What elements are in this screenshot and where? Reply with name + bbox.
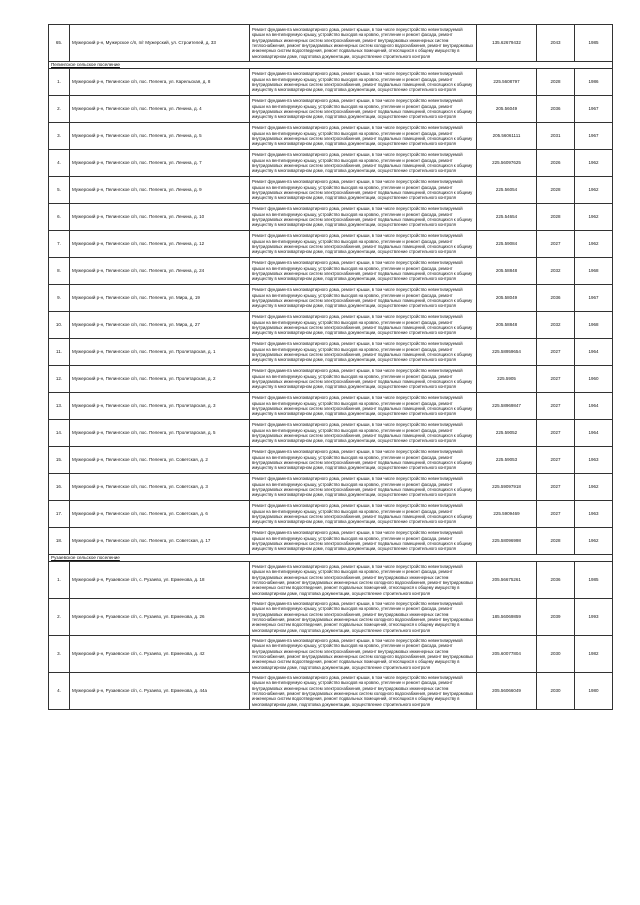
- cost-value-cell: 185.56069859: [477, 599, 537, 636]
- repair-year-cell: 2032: [537, 258, 575, 285]
- build-year-cell: 1964: [575, 393, 613, 420]
- build-year-cell: 1964: [575, 339, 613, 366]
- address-cell: Мужерский р-н, Пелингское с/п, пос. Пеленга, ул. Мира, д. 27: [70, 312, 250, 339]
- build-year-cell: 1962: [575, 231, 613, 258]
- cost-value-cell: 135.62679432: [477, 25, 537, 62]
- table-row: [49, 339, 613, 366]
- build-year-cell: 1986: [575, 69, 613, 96]
- repair-year-cell: 2028: [537, 177, 575, 204]
- row-number: 11.: [49, 339, 70, 366]
- row-number: 5.: [49, 177, 70, 204]
- build-year-cell: 1980: [575, 673, 613, 710]
- works-description-cell: Ремонт фундамента многоквартирного дома, ремонт крыши, в том числе переустройство невентилируемой крыши на вентилируемую крышу, устройство выходов на кровлю, утепление и ремонт фасада, ремонт внутридомовых инженерных систем электроснабжения, ремонт подвальных помещений, относящихся к общему имуществу в многоквартирном доме, подготовка документации, осуществление строительного контроля: [250, 96, 477, 123]
- cost-value-cell: 225.54654: [477, 204, 537, 231]
- table-row: [49, 528, 613, 555]
- address-cell: Мужерский р-н, Пелингское с/п, пос. Пеленга, ул. Советская, д. 3: [70, 474, 250, 501]
- address-cell: Мужерский р-н, Мужерское с/п, п/г Мужерский, ул. Строителей, д. 33: [70, 25, 250, 62]
- build-year-cell: 1962: [575, 528, 613, 555]
- section-header-row: [49, 62, 613, 69]
- row-number: 12.: [49, 366, 70, 393]
- address-cell: Мужерский р-н, Пелингское с/п, пос. Пеленга, ул. Пролетарская, д. 1: [70, 339, 250, 366]
- works-description-cell: Ремонт фундамента многоквартирного дома, ремонт крыши, в том числе переустройство невентилируемой крыши на вентилируемую крышу, устройство выходов на кровлю, утепление и ремонт фасада, ремонт внутридомовых инженерных систем электроснабжения, ремонт подвальных помещений, относящихся к общему имуществу в многоквартирном доме, подготовка документации, осуществление строительного контроля: [250, 474, 477, 501]
- cost-value-cell: 225.5905: [477, 366, 537, 393]
- build-year-cell: 1962: [575, 177, 613, 204]
- address-cell: Мужерский р-н, Пелингское с/п, пос. Пеленга, ул. Советская, д. 6: [70, 501, 250, 528]
- works-description-cell: Ремонт фундамента многоквартирного дома, ремонт крыши, в том числе переустройство невентилируемой крыши на вентилируемую крышу, устройство выходов на кровлю, утепление и ремонт фасада, ремонт внутридомовых инженерных систем электроснабжения, ремонт подвальных помещений, относящихся к общему имуществу в многоквартирном доме, подготовка документации, осуществление строительного контроля: [250, 312, 477, 339]
- row-number: 2.: [49, 96, 70, 123]
- row-number: 2.: [49, 599, 70, 636]
- cost-value-cell: 205.60077804: [477, 636, 537, 673]
- works-description-cell: Ремонт фундамента многоквартирного дома, ремонт крыши, в том числе переустройство невентилируемой крыши на вентилируемую крышу, устройство выходов на кровлю, утепление и ремонт фасада, ремонт внутридомовых инженерных систем электроснабжения, ремонт внутридомовых инженерных систем теплоснабжения, ремонт внутридомовых инженерных систем холодного водоснабжения, ремонт внутридомовых инженерных систем водоотведения, ремонт подвальных помещений, относящихся к общему имуществу в многоквартирном доме, подготовка документации, осуществление строительного контроля: [250, 673, 477, 710]
- table-row: [49, 177, 613, 204]
- build-year-cell: 1968: [575, 258, 613, 285]
- works-description-cell: Ремонт фундамента многоквартирного дома, ремонт крыши, в том числе переустройство невентилируемой крыши на вентилируемую крышу, устройство выходов на кровлю, утепление и ремонт фасада, ремонт внутридомовых инженерных систем электроснабжения, ремонт внутридомовых инженерных систем теплоснабжения, ремонт внутридомовых инженерных систем холодного водоснабжения, ремонт внутридомовых инженерных систем водоотведения, ремонт подвальных помещений, относящихся к общему имуществу в многоквартирном доме, подготовка документации, осуществление строительного контроля: [250, 562, 477, 599]
- address-cell: Мужерский р-н, Пелингское с/п, пос. Пеленга, ул. Ленина, д. 24: [70, 258, 250, 285]
- build-year-cell: 1967: [575, 96, 613, 123]
- cost-value-cell: 205.58049: [477, 285, 537, 312]
- row-number: 3.: [49, 636, 70, 673]
- address-cell: Мужерский р-н, Пелингское с/п, пос. Пеленга, ул. Карельская, д. 8: [70, 69, 250, 96]
- repair-year-cell: 2043: [537, 25, 575, 62]
- works-description-cell: Ремонт фундамента многоквартирного дома, ремонт крыши, в том числе переустройство невентилируемой крыши на вентилируемую крышу, устройство выходов на кровлю, утепление и ремонт фасада, ремонт внутридомовых инженерных систем электроснабжения, ремонт внутридомовых инженерных систем теплоснабжения, ремонт внутридомовых инженерных систем холодного водоснабжения, ремонт внутридомовых инженерных систем водоотведения, ремонт подвальных помещений, относящихся к общему имуществу в многоквартирном доме, подготовка документации, осуществление строительного контроля: [250, 25, 477, 62]
- table-row: [49, 420, 613, 447]
- build-year-cell: 1985: [575, 25, 613, 62]
- works-description-cell: Ремонт фундамента многоквартирного дома, ремонт крыши, в том числе переустройство невентилируемой крыши на вентилируемую крышу, устройство выходов на кровлю, утепление и ремонт фасада, ремонт внутридомовых инженерных систем электроснабжения, ремонт подвальных помещений, относящихся к общему имуществу в многоквартирном доме, подготовка документации, осуществление строительного контроля: [250, 285, 477, 312]
- address-cell: Мужерский р-н, Рузаевское с/п, с. Рузаево, ул. Ерменова, д. 42: [70, 636, 250, 673]
- repair-year-cell: 2027: [537, 339, 575, 366]
- address-cell: Мужерский р-н, Пелингское с/п, пос. Пеленга, ул. Ленина, д. 9: [70, 177, 250, 204]
- section-header-row: [49, 555, 613, 562]
- row-number: 18.: [49, 528, 70, 555]
- cost-value-cell: 205.56066049: [477, 673, 537, 710]
- repair-year-cell: 2036: [537, 562, 575, 599]
- repair-year-cell: 2026: [537, 150, 575, 177]
- build-year-cell: 1982: [575, 636, 613, 673]
- row-number: 10.: [49, 312, 70, 339]
- cost-value-cell: 225.59097918: [477, 474, 537, 501]
- works-description-cell: Ремонт фундамента многоквартирного дома, ремонт крыши, в том числе переустройство невентилируемой крыши на вентилируемую крышу, устройство выходов на кровлю, утепление и ремонт фасада, ремонт внутридомовых инженерных систем электроснабжения, ремонт подвальных помещений, относящихся к общему имуществу в многоквартирном доме, подготовка документации, осуществление строительного контроля: [250, 150, 477, 177]
- cost-value-cell: 205.56675261: [477, 562, 537, 599]
- cost-value-cell: 225.58096998: [477, 528, 537, 555]
- address-cell: Мужерский р-н, Пелингское с/п, пос. Пеленга, ул. Ленина, д. 7: [70, 150, 250, 177]
- row-number: 14.: [49, 420, 70, 447]
- table-row: [49, 366, 613, 393]
- row-number: 8.: [49, 258, 70, 285]
- table-row: [49, 447, 613, 474]
- table-row: [49, 501, 613, 528]
- table-row: [49, 312, 613, 339]
- build-year-cell: 1963: [575, 501, 613, 528]
- table-row: [49, 204, 613, 231]
- row-number: 4.: [49, 673, 70, 710]
- works-description-cell: Ремонт фундамента многоквартирного дома, ремонт крыши, в том числе переустройство невентилируемой крыши на вентилируемую крышу, устройство выходов на кровлю, утепление и ремонт фасада, ремонт внутридомовых инженерных систем электроснабжения, ремонт подвальных помещений, относящихся к общему имуществу в многоквартирном доме, подготовка документации, осуществление строительного контроля: [250, 69, 477, 96]
- table-row: [49, 474, 613, 501]
- row-number: 1.: [49, 69, 70, 96]
- row-number: 15.: [49, 447, 70, 474]
- row-number: 17.: [49, 501, 70, 528]
- build-year-cell: 1962: [575, 204, 613, 231]
- table-row: [49, 673, 613, 710]
- housing-repair-table: [48, 24, 613, 710]
- row-number: 13.: [49, 393, 70, 420]
- cost-value-cell: 205.56049: [477, 96, 537, 123]
- works-description-cell: Ремонт фундамента многоквартирного дома, ремонт крыши, в том числе переустройство невентилируемой крыши на вентилируемую крышу, устройство выходов на кровлю, утепление и ремонт фасада, ремонт внутридомовых инженерных систем электроснабжения, ремонт подвальных помещений, относящихся к общему имуществу в многоквартирном доме, подготовка документации, осуществление строительного контроля: [250, 177, 477, 204]
- table-row: [49, 96, 613, 123]
- build-year-cell: 1962: [575, 150, 613, 177]
- cost-value-cell: 205.58848: [477, 312, 537, 339]
- table-row: [49, 636, 613, 673]
- address-cell: Мужерский р-н, Пелингское с/п, пос. Пеленга, ул. Ленина, д. 5: [70, 123, 250, 150]
- row-number: 4.: [49, 150, 70, 177]
- repair-year-cell: 2028: [537, 528, 575, 555]
- cost-value-cell: 225.59084: [477, 231, 537, 258]
- table-row: [49, 562, 613, 599]
- table-row: [49, 231, 613, 258]
- repair-year-cell: 2027: [537, 501, 575, 528]
- row-number: 65.: [49, 25, 70, 62]
- works-description-cell: Ремонт фундамента многоквартирного дома, ремонт крыши, в том числе переустройство невентилируемой крыши на вентилируемую крышу, устройство выходов на кровлю, утепление и ремонт фасада, ремонт внутридомовых инженерных систем электроснабжения, ремонт подвальных помещений, относящихся к общему имуществу в многоквартирном доме, подготовка документации, осуществление строительного контроля: [250, 393, 477, 420]
- build-year-cell: 1993: [575, 599, 613, 636]
- repair-year-cell: 2028: [537, 69, 575, 96]
- table-row: [49, 393, 613, 420]
- cost-value-cell: 225.5608797: [477, 69, 537, 96]
- repair-year-cell: 2036: [537, 96, 575, 123]
- repair-year-cell: 2030: [537, 673, 575, 710]
- works-description-cell: Ремонт фундамента многоквартирного дома, ремонт крыши, в том числе переустройство невентилируемой крыши на вентилируемую крышу, устройство выходов на кровлю, утепление и ремонт фасада, ремонт внутридомовых инженерных систем электроснабжения, ремонт внутридомовых инженерных систем теплоснабжения, ремонт внутридомовых инженерных систем холодного водоснабжения, ремонт внутридомовых инженерных систем водоотведения, ремонт подвальных помещений, относящихся к общему имуществу в многоквартирном доме, подготовка документации, осуществление строительного контроля: [250, 636, 477, 673]
- works-description-cell: Ремонт фундамента многоквартирного дома, ремонт крыши, в том числе переустройство невентилируемой крыши на вентилируемую крышу, устройство выходов на кровлю, утепление и ремонт фасада, ремонт внутридомовых инженерных систем электроснабжения, ремонт подвальных помещений, относящихся к общему имуществу в многоквартирном доме, подготовка документации, осуществление строительного контроля: [250, 366, 477, 393]
- address-cell: Мужерский р-н, Пелингское с/п, пос. Пеленга, ул. Пролетарская, д. 2: [70, 366, 250, 393]
- works-description-cell: Ремонт фундамента многоквартирного дома, ремонт крыши, в том числе переустройство невентилируемой крыши на вентилируемую крышу, устройство выходов на кровлю, утепление и ремонт фасада, ремонт внутридомовых инженерных систем электроснабжения, ремонт подвальных помещений, относящихся к общему имуществу в многоквартирном доме, подготовка документации, осуществление строительного контроля: [250, 447, 477, 474]
- works-description-cell: Ремонт фундамента многоквартирного дома, ремонт крыши, в том числе переустройство невентилируемой крыши на вентилируемую крышу, устройство выходов на кровлю, утепление и ремонт фасада, ремонт внутридомовых инженерных систем электроснабжения, ремонт подвальных помещений, относящихся к общему имуществу в многоквартирном доме, подготовка документации, осуществление строительного контроля: [250, 231, 477, 258]
- cost-value-cell: 225.58969847: [477, 393, 537, 420]
- address-cell: Мужерский р-н, Пелингское с/п, пос. Пеленга, ул. Ленина, д. 12: [70, 231, 250, 258]
- cost-value-cell: 225.59052: [477, 420, 537, 447]
- address-cell: Мужерский р-н, Пелингское с/п, пос. Пеленга, ул. Пролетарская, д. 5: [70, 420, 250, 447]
- repair-year-cell: 2036: [537, 285, 575, 312]
- cost-value-cell: 205.56061111: [477, 123, 537, 150]
- section-title: Рузаевское сельское поселение: [49, 555, 613, 562]
- table-row: [49, 258, 613, 285]
- build-year-cell: 1967: [575, 123, 613, 150]
- cost-value-cell: 225.5909469: [477, 501, 537, 528]
- repair-year-cell: 2039: [537, 599, 575, 636]
- build-year-cell: 1985: [575, 562, 613, 599]
- row-number: 1.: [49, 562, 70, 599]
- repair-year-cell: 2031: [537, 123, 575, 150]
- table-body: [49, 25, 613, 710]
- cost-value-cell: 225.58959654: [477, 339, 537, 366]
- cost-value-cell: 225.56054: [477, 177, 537, 204]
- table-row: [49, 285, 613, 312]
- table-row: [49, 69, 613, 96]
- section-title: Пелингское сельское поселение: [49, 62, 613, 69]
- repair-year-cell: 2032: [537, 312, 575, 339]
- address-cell: Мужерский р-н, Пелингское с/п, пос. Пеленга, ул. Ленина, д. 10: [70, 204, 250, 231]
- build-year-cell: 1962: [575, 474, 613, 501]
- works-description-cell: Ремонт фундамента многоквартирного дома, ремонт крыши, в том числе переустройство невентилируемой крыши на вентилируемую крышу, устройство выходов на кровлю, утепление и ремонт фасада, ремонт внутридомовых инженерных систем электроснабжения, ремонт подвальных помещений, относящихся к общему имуществу в многоквартирном доме, подготовка документации, осуществление строительного контроля: [250, 501, 477, 528]
- row-number: 6.: [49, 204, 70, 231]
- address-cell: Мужерский р-н, Пелингское с/п, пос. Пеленга, ул. Советская, д. 17: [70, 528, 250, 555]
- table-row: [49, 150, 613, 177]
- table-row: [49, 25, 613, 62]
- works-description-cell: Ремонт фундамента многоквартирного дома, ремонт крыши, в том числе переустройство невентилируемой крыши на вентилируемую крышу, устройство выходов на кровлю, утепление и ремонт фасада, ремонт внутридомовых инженерных систем электроснабжения, ремонт подвальных помещений, относящихся к общему имуществу в многоквартирном доме, подготовка документации, осуществление строительного контроля: [250, 258, 477, 285]
- cost-value-cell: 205.58848: [477, 258, 537, 285]
- works-description-cell: Ремонт фундамента многоквартирного дома, ремонт крыши, в том числе переустройство невентилируемой крыши на вентилируемую крышу, устройство выходов на кровлю, утепление и ремонт фасада, ремонт внутридомовых инженерных систем электроснабжения, ремонт подвальных помещений, относящихся к общему имуществу в многоквартирном доме, подготовка документации, осуществление строительного контроля: [250, 420, 477, 447]
- build-year-cell: 1964: [575, 420, 613, 447]
- address-cell: Мужерский р-н, Рузаевское с/п, с. Рузаево, ул. Ерменова, д. 44а: [70, 673, 250, 710]
- build-year-cell: 1967: [575, 285, 613, 312]
- build-year-cell: 1963: [575, 447, 613, 474]
- build-year-cell: 1960: [575, 366, 613, 393]
- repair-year-cell: 2028: [537, 204, 575, 231]
- address-cell: Мужерский р-н, Пелингское с/п, пос. Пеленга, ул. Пролетарская, д. 3: [70, 393, 250, 420]
- works-description-cell: Ремонт фундамента многоквартирного дома, ремонт крыши, в том числе переустройство невентилируемой крыши на вентилируемую крышу, устройство выходов на кровлю, утепление и ремонт фасада, ремонт внутридомовых инженерных систем электроснабжения, ремонт подвальных помещений, относящихся к общему имуществу в многоквартирном доме, подготовка документации, осуществление строительного контроля: [250, 339, 477, 366]
- address-cell: Мужерский р-н, Пелингское с/п, пос. Пеленга, ул. Мира, д. 19: [70, 285, 250, 312]
- row-number: 16.: [49, 474, 70, 501]
- repair-year-cell: 2027: [537, 474, 575, 501]
- address-cell: Мужерский р-н, Пелингское с/п, пос. Пеленга, ул. Ленина, д. 4: [70, 96, 250, 123]
- build-year-cell: 1968: [575, 312, 613, 339]
- address-cell: Мужерский р-н, Рузаевское с/п, с. Рузаево, ул. Ерменова, д. 26: [70, 599, 250, 636]
- repair-year-cell: 2027: [537, 366, 575, 393]
- cost-value-cell: 225.59053: [477, 447, 537, 474]
- address-cell: Мужерский р-н, Рузаевское с/п, с. Рузаево, ул. Ерменова, д. 18: [70, 562, 250, 599]
- repair-year-cell: 2027: [537, 447, 575, 474]
- table-row: [49, 599, 613, 636]
- works-description-cell: Ремонт фундамента многоквартирного дома, ремонт крыши, в том числе переустройство невентилируемой крыши на вентилируемую крышу, устройство выходов на кровлю, утепление и ремонт фасада, ремонт внутридомовых инженерных систем электроснабжения, ремонт подвальных помещений, относящихся к общему имуществу в многоквартирном доме, подготовка документации, осуществление строительного контроля: [250, 528, 477, 555]
- row-number: 9.: [49, 285, 70, 312]
- table-row: [49, 123, 613, 150]
- row-number: 3.: [49, 123, 70, 150]
- works-description-cell: Ремонт фундамента многоквартирного дома, ремонт крыши, в том числе переустройство невентилируемой крыши на вентилируемую крышу, устройство выходов на кровлю, утепление и ремонт фасада, ремонт внутридомовых инженерных систем электроснабжения, ремонт внутридомовых инженерных систем теплоснабжения, ремонт внутридомовых инженерных систем холодного водоснабжения, ремонт внутридомовых инженерных систем водоотведения, ремонт подвальных помещений, относящихся к общему имуществу в многоквартирном доме, подготовка документации, осуществление строительного контроля: [250, 599, 477, 636]
- works-description-cell: Ремонт фундамента многоквартирного дома, ремонт крыши, в том числе переустройство невентилируемой крыши на вентилируемую крышу, устройство выходов на кровлю, утепление и ремонт фасада, ремонт внутридомовых инженерных систем электроснабжения, ремонт подвальных помещений, относящихся к общему имуществу в многоквартирном доме, подготовка документации, осуществление строительного контроля: [250, 123, 477, 150]
- repair-year-cell: 2030: [537, 636, 575, 673]
- repair-year-cell: 2027: [537, 393, 575, 420]
- cost-value-cell: 225.56097625: [477, 150, 537, 177]
- row-number: 7.: [49, 231, 70, 258]
- repair-year-cell: 2027: [537, 231, 575, 258]
- works-description-cell: Ремонт фундамента многоквартирного дома, ремонт крыши, в том числе переустройство невентилируемой крыши на вентилируемую крышу, устройство выходов на кровлю, утепление и ремонт фасада, ремонт внутридомовых инженерных систем электроснабжения, ремонт подвальных помещений, относящихся к общему имуществу в многоквартирном доме, подготовка документации, осуществление строительного контроля: [250, 204, 477, 231]
- address-cell: Мужерский р-н, Пелингское с/п, пос. Пеленга, ул. Советская, д. 2: [70, 447, 250, 474]
- repair-year-cell: 2027: [537, 420, 575, 447]
